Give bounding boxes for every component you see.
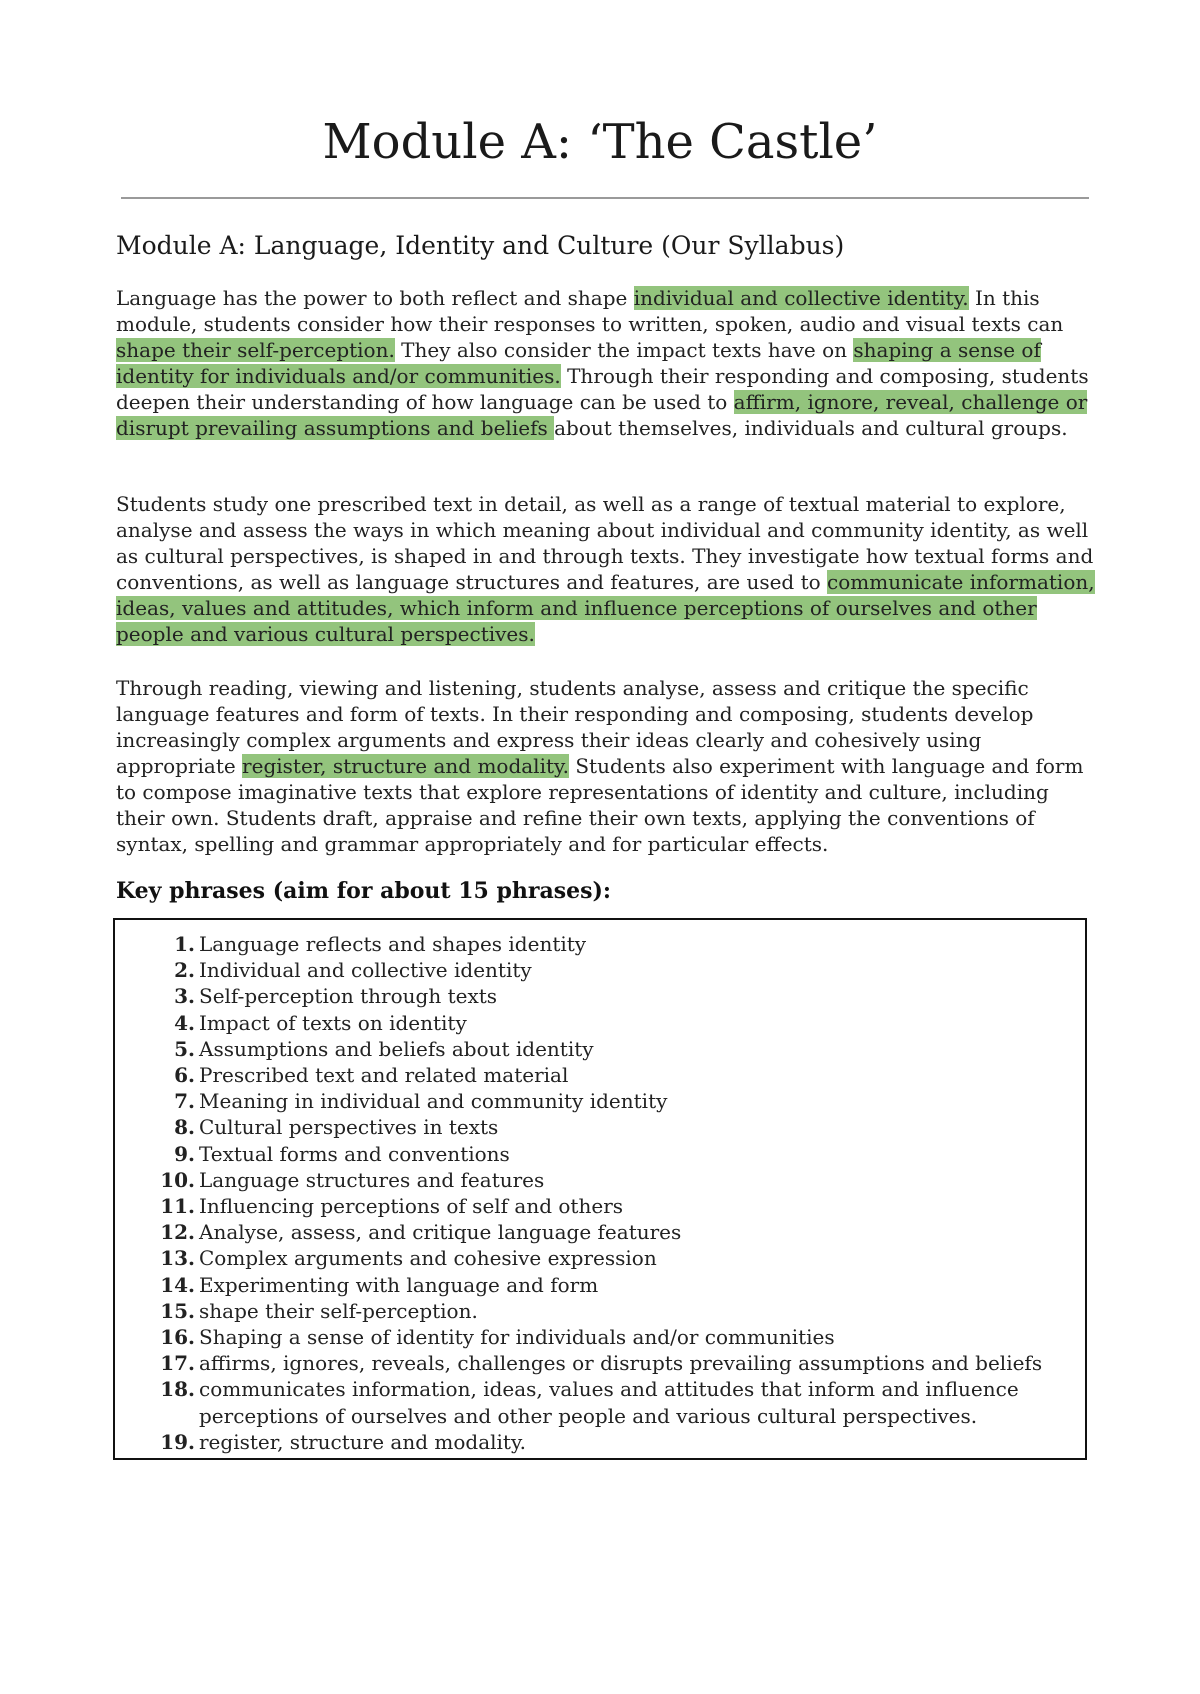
paragraph-text: Through their responding and composing, students deepen their understanding of how language can be used to	[116, 364, 1089, 414]
list-item-text: communicates information, ideas, values and attitudes that inform and influence perceptions of ourselves and other people and various cultural perspectives.	[199, 1377, 1019, 1428]
list-item-number: 8.	[174, 1115, 195, 1140]
list-item-text: Experimenting with language and form	[199, 1272, 599, 1297]
list-item-text: Self-perception through texts	[199, 984, 498, 1009]
list-item	[115, 1324, 1085, 1350]
list-item-number: 17.	[160, 1351, 195, 1376]
highlighted-phrase: affirm, ignore, reveal, challenge or disrupt prevailing assumptions and beliefs	[116, 390, 1088, 440]
list-item	[115, 931, 1085, 957]
list-item	[115, 1376, 1085, 1428]
list-item	[115, 1193, 1085, 1219]
list-item-text: Impact of texts on identity	[199, 1010, 467, 1035]
list-item-text: Analyse, assess, and critique language features	[199, 1220, 682, 1245]
list-item-number: 2.	[174, 958, 195, 983]
paragraph-text: In this module, students consider how their responses to written, spoken, audio and visual texts can	[116, 286, 1064, 336]
list-item-number: 14.	[160, 1272, 195, 1297]
list-item-number: 16.	[160, 1325, 195, 1350]
key-phrases-list	[115, 931, 1085, 1455]
paragraph-1	[116, 285, 1096, 441]
list-item-text: Prescribed text and related material	[199, 1063, 569, 1088]
list-item	[115, 1010, 1085, 1036]
highlighted-phrase: shape their self-perception.	[116, 338, 395, 362]
list-item	[115, 983, 1085, 1009]
list-item-text: shape their self-perception.	[199, 1298, 478, 1323]
list-item-number: 5.	[174, 1036, 195, 1061]
list-item-text: Assumptions and beliefs about identity	[199, 1036, 594, 1061]
document-title: Module A: ‘The Castle’	[322, 114, 878, 170]
key-phrases-heading: Key phrases (aim for about 15 phrases):	[116, 878, 611, 904]
list-item-number: 1.	[174, 932, 195, 956]
section-heading: Module A: Language, Identity and Culture (Our Syllabus)	[116, 231, 845, 260]
list-item	[115, 1350, 1085, 1376]
list-item-text: Cultural perspectives in texts	[199, 1115, 499, 1140]
highlighted-phrase: individual and collective identity.	[633, 286, 969, 310]
list-item-text: Meaning in individual and community identity	[199, 1089, 668, 1114]
highlighted-phrase: register, structure and modality.	[242, 754, 569, 778]
list-item	[115, 957, 1085, 983]
list-item-number: 7.	[174, 1089, 195, 1114]
list-item-number: 13.	[160, 1246, 195, 1271]
list-item	[115, 1219, 1085, 1245]
paragraph-2	[116, 491, 1096, 647]
list-item-text: Shaping a sense of identity for individuals and/or communities	[199, 1325, 835, 1350]
list-item	[115, 1036, 1085, 1062]
list-item	[115, 1429, 1085, 1455]
list-item-number: 6.	[174, 1063, 195, 1088]
list-item	[115, 1141, 1085, 1167]
list-item-number: 10.	[160, 1167, 195, 1192]
list-item-text: Individual and collective identity	[199, 958, 532, 983]
paragraph-text: Students study one prescribed text in detail, as well as a range of textual material to explore, analyse and assess the ways in which meaning about individual and community identity, as well as cultural perspectives, is shaped in and through texts. They investigate how textual forms and conventions, as well as language structures and features, are used to	[116, 492, 1094, 594]
paragraph-text: about themselves, individuals and cultural groups.	[554, 416, 1068, 440]
key-phrases-box	[113, 918, 1087, 1460]
list-item-text: register, structure and modality.	[199, 1429, 526, 1454]
list-item-text: affirms, ignores, reveals, challenges or disrupts prevailing assumptions and beliefs	[199, 1351, 1043, 1376]
list-item-number: 11.	[160, 1194, 195, 1219]
list-item	[115, 1062, 1085, 1088]
paragraph-3	[116, 675, 1096, 857]
paragraph-text: Language has the power to both reflect and shape	[116, 286, 634, 310]
list-item-text: Influencing perceptions of self and others	[199, 1194, 624, 1219]
list-item	[115, 1245, 1085, 1271]
list-item-text: Textual forms and conventions	[199, 1141, 510, 1166]
highlighted-phrase: shaping a sense of identity for individuals and/or communities.	[116, 338, 1041, 388]
list-item-number: 15.	[160, 1298, 195, 1323]
paragraph-text: They also consider the impact texts have on	[394, 338, 854, 362]
title-divider	[121, 197, 1089, 199]
list-item-number: 18.	[160, 1377, 195, 1402]
list-item-number: 4.	[174, 1010, 195, 1035]
list-item	[115, 1088, 1085, 1114]
list-item-number: 19.	[160, 1429, 195, 1454]
paragraph-text: Through reading, viewing and listening, students analyse, assess and critique the specific language features and form of texts. In their responding and composing, students develop increasingly complex arguments and express their ideas clearly and cohesively using appropriate	[116, 676, 1034, 778]
list-item	[115, 1114, 1085, 1140]
list-item-text: Language reflects and shapes identity	[199, 932, 587, 956]
list-item	[115, 1167, 1085, 1193]
list-item	[115, 1272, 1085, 1298]
highlighted-phrase: communicate information, ideas, values and attitudes, which inform and influence perceptions of ourselves and other people and various cultural perspectives.	[116, 570, 1095, 646]
paragraph-text: Students also experiment with language and form to compose imaginative texts that explore representations of identity and culture, including their own. Students draft, appraise and refine their own texts, applying the conventions of syntax, spelling and grammar appropriately and for particular effects.	[116, 754, 1084, 856]
list-item-text: Language structures and features	[199, 1167, 545, 1192]
list-item-number: 3.	[174, 984, 195, 1009]
list-item-number: 9.	[174, 1141, 195, 1166]
list-item	[115, 1298, 1085, 1324]
list-item-number: 12.	[160, 1220, 195, 1245]
list-item-text: Complex arguments and cohesive expression	[199, 1246, 657, 1271]
